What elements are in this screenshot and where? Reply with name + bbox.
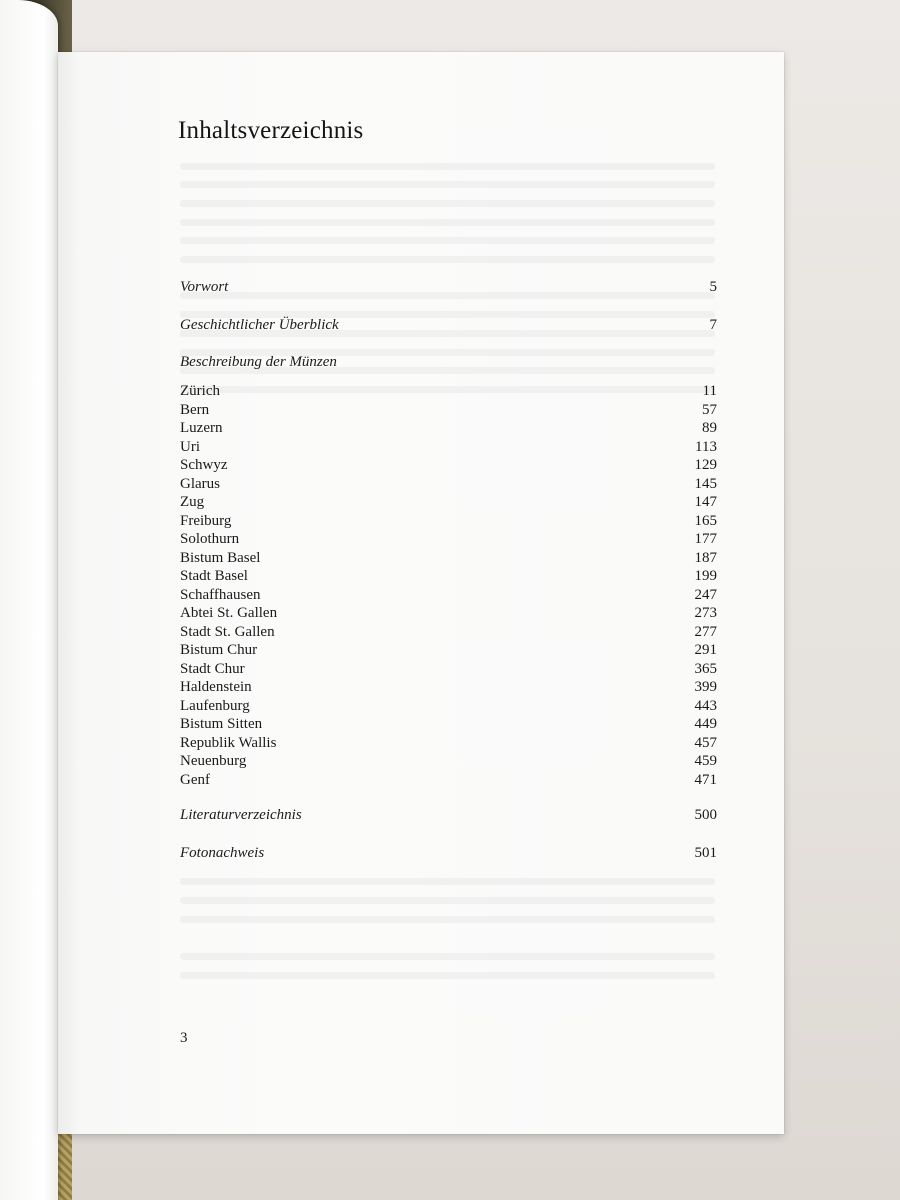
toc-entry-label: Neuenburg xyxy=(180,753,247,769)
toc-entry-label: Bistum Chur xyxy=(180,642,258,658)
toc-entry xyxy=(180,418,717,438)
dot-leader xyxy=(270,843,688,857)
dot-leader xyxy=(245,529,688,543)
toc-entry xyxy=(180,548,717,568)
toc-entry-page: 459 xyxy=(694,753,717,769)
toc-entry-label: Stadt Basel xyxy=(180,568,248,584)
toc-entry xyxy=(180,696,717,716)
toc-entry-label: Freiburg xyxy=(180,512,232,529)
dot-leader xyxy=(266,548,688,562)
dot-leader xyxy=(258,677,689,691)
dot-leader xyxy=(234,277,703,291)
toc-entry xyxy=(180,474,717,494)
show-through-line xyxy=(180,181,715,188)
toc-entry-page: 177 xyxy=(694,531,717,547)
show-through-line xyxy=(180,878,715,885)
dot-leader xyxy=(267,585,689,599)
toc-entry-page: 277 xyxy=(694,623,717,640)
toc-entry xyxy=(180,603,717,623)
toc-entry-page: 89 xyxy=(702,420,717,436)
toc-entry-label: Solothurn xyxy=(180,531,240,547)
toc-entry-label: Zug xyxy=(180,494,205,510)
toc-entry-page: 145 xyxy=(694,475,717,492)
toc-entry-page: 165 xyxy=(694,512,717,529)
toc-entry xyxy=(180,640,717,660)
toc-entry-page: 449 xyxy=(694,716,717,732)
show-through-line xyxy=(180,256,715,263)
toc-entry-label: Fotonachweis xyxy=(180,845,265,861)
toc-entry xyxy=(180,733,717,753)
toc-entry-page: 399 xyxy=(694,679,717,695)
dot-leader xyxy=(216,770,689,784)
toc-entry-label: Bern xyxy=(180,401,210,418)
section-heading: Beschreibung der Münzen xyxy=(180,354,337,370)
toc-entry-label: Luzern xyxy=(180,420,223,436)
toc-entry-label: Geschichtlicher Überblick xyxy=(180,317,339,333)
toc-entry-page: 199 xyxy=(694,568,717,584)
dot-leader xyxy=(252,751,688,765)
dot-leader xyxy=(226,381,697,395)
toc-entry xyxy=(180,437,717,457)
toc-entry-label: Republik Wallis xyxy=(180,734,277,751)
toc-entry xyxy=(180,511,717,531)
dot-leader xyxy=(210,492,688,506)
toc-entry-label: Genf xyxy=(180,771,210,788)
dot-leader xyxy=(226,474,689,488)
toc-entry-page: 187 xyxy=(694,549,717,566)
toc-entry xyxy=(180,400,717,420)
toc-entry-label: Schaffhausen xyxy=(180,586,261,603)
show-through-line xyxy=(180,972,715,979)
toc-entry-label: Glarus xyxy=(180,475,220,492)
toc-entry-label: Zürich xyxy=(180,383,220,399)
show-through-line xyxy=(180,200,715,207)
dot-leader xyxy=(308,805,689,819)
toc-entry-label: Vorwort xyxy=(180,279,229,295)
toc-entry-ueberblick xyxy=(180,315,717,335)
show-through-line xyxy=(180,219,715,226)
left-page-edge xyxy=(0,0,58,1200)
toc-entry-page: 11 xyxy=(702,383,717,399)
toc-entry xyxy=(180,455,717,475)
toc-entry-label: Literaturverzeichnis xyxy=(180,807,302,823)
dot-leader xyxy=(283,603,688,617)
dot-leader xyxy=(234,455,689,469)
toc-entry-page: 500 xyxy=(694,807,717,823)
show-through-line xyxy=(180,916,715,923)
toc-entry-label: Bistum Basel xyxy=(180,549,261,566)
dot-leader xyxy=(268,714,688,728)
toc-entry-page: 7 xyxy=(709,317,717,333)
toc-entry-vorwort xyxy=(180,277,717,297)
toc-entry-label: Abtei St. Gallen xyxy=(180,605,278,621)
toc-entry-foto xyxy=(180,843,717,863)
toc-entry-page: 113 xyxy=(695,438,717,455)
toc-entry-page: 501 xyxy=(694,845,717,861)
page-number: 3 xyxy=(180,1030,188,1046)
toc-entry-literatur xyxy=(180,805,717,825)
show-through-line xyxy=(180,237,715,244)
toc-entry-page: 147 xyxy=(694,494,717,510)
toc-entry xyxy=(180,529,717,549)
toc-entry-page: 471 xyxy=(694,771,717,788)
show-through-line xyxy=(180,897,715,904)
toc-entry-page: 247 xyxy=(694,586,717,603)
toc-entry xyxy=(180,714,717,734)
dot-leader xyxy=(345,315,704,329)
toc-entry xyxy=(180,622,717,642)
toc-entry xyxy=(180,381,717,401)
page-title: Inhaltsverzeichnis xyxy=(178,117,364,144)
dot-leader xyxy=(256,696,689,710)
toc-entry-page: 57 xyxy=(702,401,717,418)
toc-entry-page: 443 xyxy=(694,697,717,714)
toc-entry-page: 365 xyxy=(694,660,717,677)
toc-entry-label: Stadt Chur xyxy=(180,660,245,677)
dot-leader xyxy=(281,622,689,636)
show-through-line xyxy=(180,953,715,960)
toc-entry-page: 5 xyxy=(709,279,717,295)
toc-entry-page: 457 xyxy=(694,734,717,751)
toc-entry-page: 273 xyxy=(694,605,717,621)
dot-leader xyxy=(282,733,688,747)
dot-leader xyxy=(251,659,689,673)
dot-leader xyxy=(228,418,696,432)
toc-entry xyxy=(180,677,717,697)
toc-entry xyxy=(180,585,717,605)
toc-entry xyxy=(180,770,717,790)
toc-entry xyxy=(180,492,717,512)
toc-entry xyxy=(180,566,717,586)
dot-leader xyxy=(237,511,688,525)
toc-entry-page: 291 xyxy=(694,642,717,658)
toc-entry-label: Uri xyxy=(180,438,200,455)
toc-entry-page: 129 xyxy=(694,457,717,473)
dot-leader xyxy=(254,566,689,580)
dot-leader xyxy=(206,437,689,451)
toc-entry-label: Schwyz xyxy=(180,457,228,473)
toc-entry-label: Stadt St. Gallen xyxy=(180,623,275,640)
toc-entry-label: Bistum Sitten xyxy=(180,716,263,732)
toc-entry-label: Laufenburg xyxy=(180,697,250,714)
toc-entry xyxy=(180,751,717,771)
dot-leader xyxy=(263,640,688,654)
toc-entry xyxy=(180,659,717,679)
toc-entry-label: Haldenstein xyxy=(180,679,252,695)
dot-leader xyxy=(215,400,696,414)
show-through-line xyxy=(180,163,715,170)
